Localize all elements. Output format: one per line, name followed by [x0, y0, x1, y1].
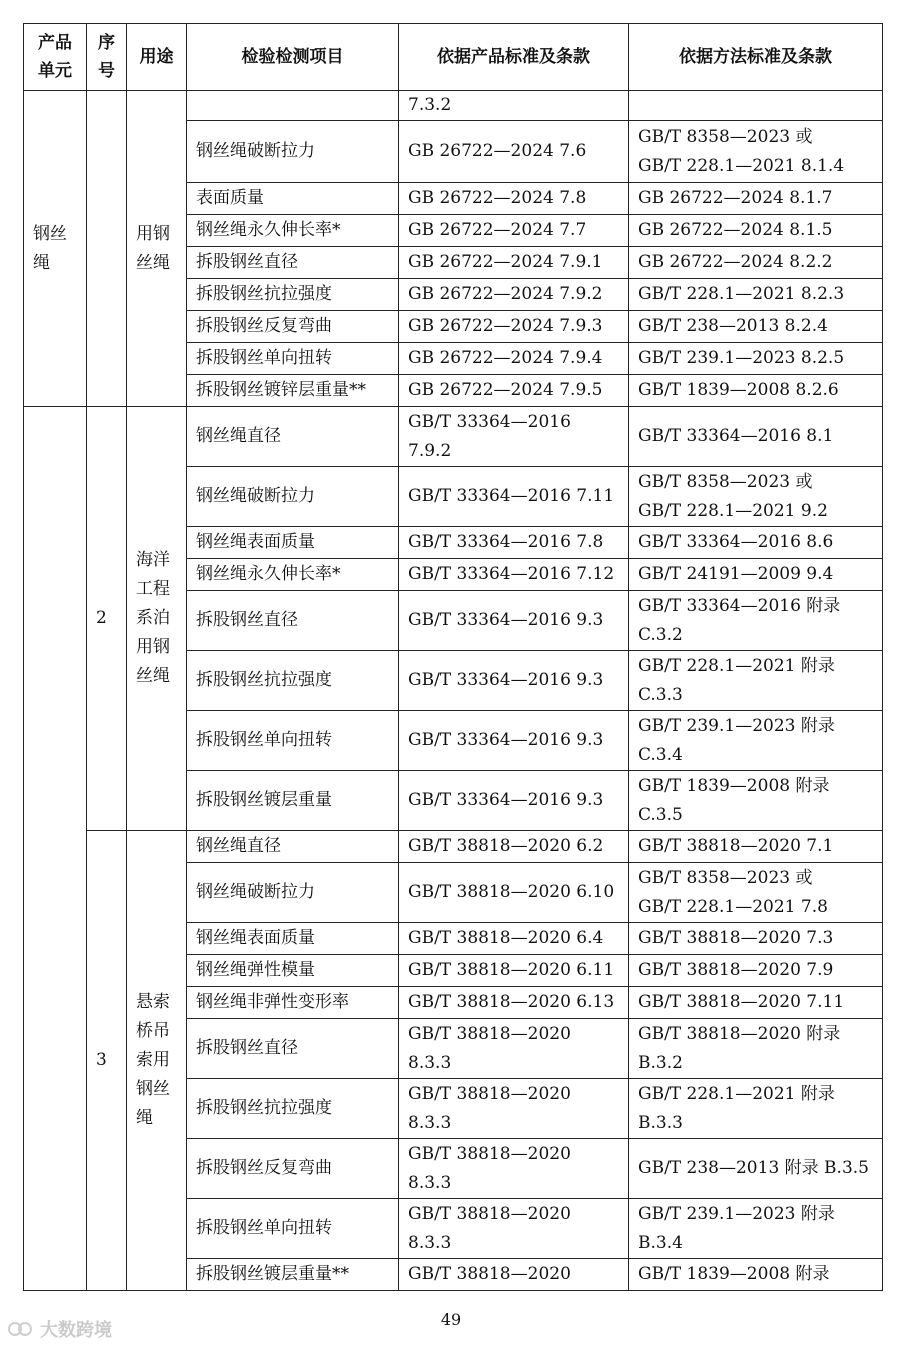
method-standard-cell: GB/T 238—2013 附录 B.3.5: [629, 1139, 883, 1199]
product-standard-cell: GB 26722—2024 7.9.3: [399, 311, 629, 343]
inspection-item-cell: 钢丝绳弹性模量: [187, 955, 399, 987]
product-standard-cell: GB/T 38818—2020 8.3.3: [399, 1079, 629, 1139]
method-standard-cell: GB 26722—2024 8.1.5: [629, 215, 883, 247]
method-standard-cell: GB/T 239.1—2023 附录 C.3.4: [629, 711, 883, 771]
method-standard-cell: GB 26722—2024 8.2.2: [629, 247, 883, 279]
method-standard-cell: GB/T 38818—2020 7.1: [629, 831, 883, 863]
serial-number-cell: 2: [87, 407, 127, 831]
table-row: [24, 831, 883, 863]
inspection-item-cell: 钢丝绳表面质量: [187, 923, 399, 955]
method-standard-cell: GB/T 8358—2023 或 GB/T 228.1—2021 9.2: [629, 467, 883, 527]
method-standard-cell: GB/T 228.1—2021 附录 B.3.3: [629, 1079, 883, 1139]
product-standard-cell: GB 26722—2024 7.6: [399, 121, 629, 183]
inspection-item-cell: 钢丝绳非弹性变形率: [187, 987, 399, 1019]
product-standard-cell: GB/T 38818—2020 8.3.3: [399, 1019, 629, 1079]
product-standard-cell: GB 26722—2024 7.7: [399, 215, 629, 247]
inspection-item-cell: 拆股钢丝抗拉强度: [187, 1079, 399, 1139]
product-standard-cell: GB/T 33364—2016 9.3: [399, 771, 629, 831]
inspection-item-cell: 钢丝绳破断拉力: [187, 863, 399, 923]
method-standard-cell: GB/T 8358—2023 或 GB/T 228.1—2021 8.1.4: [629, 121, 883, 183]
inspection-item-cell: 拆股钢丝抗拉强度: [187, 279, 399, 311]
method-standard-cell: GB/T 228.1—2021 附录 C.3.3: [629, 651, 883, 711]
product-standard-cell: GB/T 33364—2016 9.3: [399, 591, 629, 651]
inspection-item-cell: 拆股钢丝反复弯曲: [187, 1139, 399, 1199]
serial-number-cell: [87, 91, 127, 407]
product-standard-cell: GB/T 38818—2020 8.3.3: [399, 1199, 629, 1259]
usage-cell: 用钢 丝绳: [127, 91, 187, 407]
method-standard-cell: GB/T 239.1—2023 8.2.5: [629, 343, 883, 375]
product-standard-cell: GB 26722—2024 7.9.4: [399, 343, 629, 375]
inspection-item-cell: 表面质量: [187, 183, 399, 215]
method-standard-cell: GB/T 24191—2009 9.4: [629, 559, 883, 591]
product-unit-cell: 钢丝 绳: [24, 91, 87, 407]
inspection-item-cell: 钢丝绳永久伸长率*: [187, 215, 399, 247]
inspection-item-cell: 拆股钢丝直径: [187, 591, 399, 651]
watermark-text: 大数跨境: [40, 1320, 112, 1341]
product-standard-cell: GB 26722—2024 7.9.2: [399, 279, 629, 311]
method-standard-cell: GB/T 239.1—2023 附录 B.3.4: [629, 1199, 883, 1259]
product-standard-cell: GB/T 33364—2016 7.9.2: [399, 407, 629, 467]
inspection-item-cell: 拆股钢丝单向扭转: [187, 1199, 399, 1259]
inspection-item-cell: 拆股钢丝镀层重量: [187, 771, 399, 831]
method-standard-cell: GB/T 33364—2016 8.1: [629, 407, 883, 467]
product-standard-cell: GB 26722—2024 7.8: [399, 183, 629, 215]
header-method-standard: 依据方法标准及条款: [629, 24, 883, 91]
usage-cell: 海洋 工程 系泊 用钢 丝绳: [127, 407, 187, 831]
method-standard-cell: GB/T 228.1—2021 8.2.3: [629, 279, 883, 311]
header-usage: 用途: [127, 24, 187, 91]
product-standard-cell: GB/T 38818—2020 6.10: [399, 863, 629, 923]
method-standard-cell: [629, 91, 883, 121]
inspection-item-cell: 拆股钢丝反复弯曲: [187, 311, 399, 343]
header-product-unit: 产品 单元: [24, 24, 87, 91]
inspection-item-cell: 拆股钢丝单向扭转: [187, 711, 399, 771]
watermark-logo-icon: [8, 1319, 34, 1339]
inspection-item-cell: 拆股钢丝直径: [187, 1019, 399, 1079]
product-standard-cell: GB/T 38818—2020 6.2: [399, 831, 629, 863]
product-standard-cell: 7.3.2: [399, 91, 629, 121]
watermark: [8, 1316, 112, 1342]
table-row: [24, 91, 883, 121]
product-standard-cell: GB/T 38818—2020: [399, 1259, 629, 1291]
method-standard-cell: GB/T 1839—2008 附录 C.3.5: [629, 771, 883, 831]
method-standard-cell: GB/T 1839—2008 附录: [629, 1259, 883, 1291]
inspection-item-cell: 拆股钢丝镀层重量**: [187, 1259, 399, 1291]
method-standard-cell: GB/T 238—2013 8.2.4: [629, 311, 883, 343]
method-standard-cell: GB/T 33364—2016 8.6: [629, 527, 883, 559]
header-product-standard: 依据产品标准及条款: [399, 24, 629, 91]
inspection-item-cell: 拆股钢丝单向扭转: [187, 343, 399, 375]
page-number: 49: [440, 1310, 462, 1329]
product-standard-cell: GB/T 33364—2016 9.3: [399, 651, 629, 711]
method-standard-cell: GB/T 8358—2023 或 GB/T 228.1—2021 7.8: [629, 863, 883, 923]
inspection-item-cell: [187, 91, 399, 121]
product-standard-cell: GB/T 33364—2016 7.11: [399, 467, 629, 527]
inspection-standards-table: [23, 23, 883, 1291]
inspection-item-cell: 拆股钢丝直径: [187, 247, 399, 279]
method-standard-cell: GB 26722—2024 8.1.7: [629, 183, 883, 215]
inspection-item-cell: 钢丝绳永久伸长率*: [187, 559, 399, 591]
inspection-item-cell: 钢丝绳破断拉力: [187, 467, 399, 527]
product-standard-cell: GB/T 38818—2020 8.3.3: [399, 1139, 629, 1199]
table-header-row: [24, 24, 883, 91]
serial-number-cell: 3: [87, 831, 127, 1291]
table-row: [24, 407, 883, 467]
inspection-item-cell: 钢丝绳破断拉力: [187, 121, 399, 183]
product-standard-cell: GB/T 38818—2020 6.11: [399, 955, 629, 987]
method-standard-cell: GB/T 1839—2008 8.2.6: [629, 375, 883, 407]
method-standard-cell: GB/T 38818—2020 7.3: [629, 923, 883, 955]
product-standard-cell: GB 26722—2024 7.9.1: [399, 247, 629, 279]
inspection-item-cell: 拆股钢丝抗拉强度: [187, 651, 399, 711]
usage-cell: 悬索 桥吊 索用 钢丝 绳: [127, 831, 187, 1291]
method-standard-cell: GB/T 33364—2016 附录 C.3.2: [629, 591, 883, 651]
inspection-item-cell: 拆股钢丝镀锌层重量**: [187, 375, 399, 407]
method-standard-cell: GB/T 38818—2020 7.9: [629, 955, 883, 987]
inspection-item-cell: 钢丝绳直径: [187, 831, 399, 863]
inspection-item-cell: 钢丝绳表面质量: [187, 527, 399, 559]
header-inspection-item: 检验检测项目: [187, 24, 399, 91]
product-standard-cell: GB/T 33364—2016 7.8: [399, 527, 629, 559]
product-standard-cell: GB/T 33364—2016 7.12: [399, 559, 629, 591]
product-standard-cell: GB/T 38818—2020 6.13: [399, 987, 629, 1019]
product-unit-cell: [24, 407, 87, 1291]
method-standard-cell: GB/T 38818—2020 附录 B.3.2: [629, 1019, 883, 1079]
method-standard-cell: GB/T 38818—2020 7.11: [629, 987, 883, 1019]
product-standard-cell: GB 26722—2024 7.9.5: [399, 375, 629, 407]
product-standard-cell: GB/T 38818—2020 6.4: [399, 923, 629, 955]
inspection-item-cell: 钢丝绳直径: [187, 407, 399, 467]
product-standard-cell: GB/T 33364—2016 9.3: [399, 711, 629, 771]
header-serial-number: 序 号: [87, 24, 127, 91]
